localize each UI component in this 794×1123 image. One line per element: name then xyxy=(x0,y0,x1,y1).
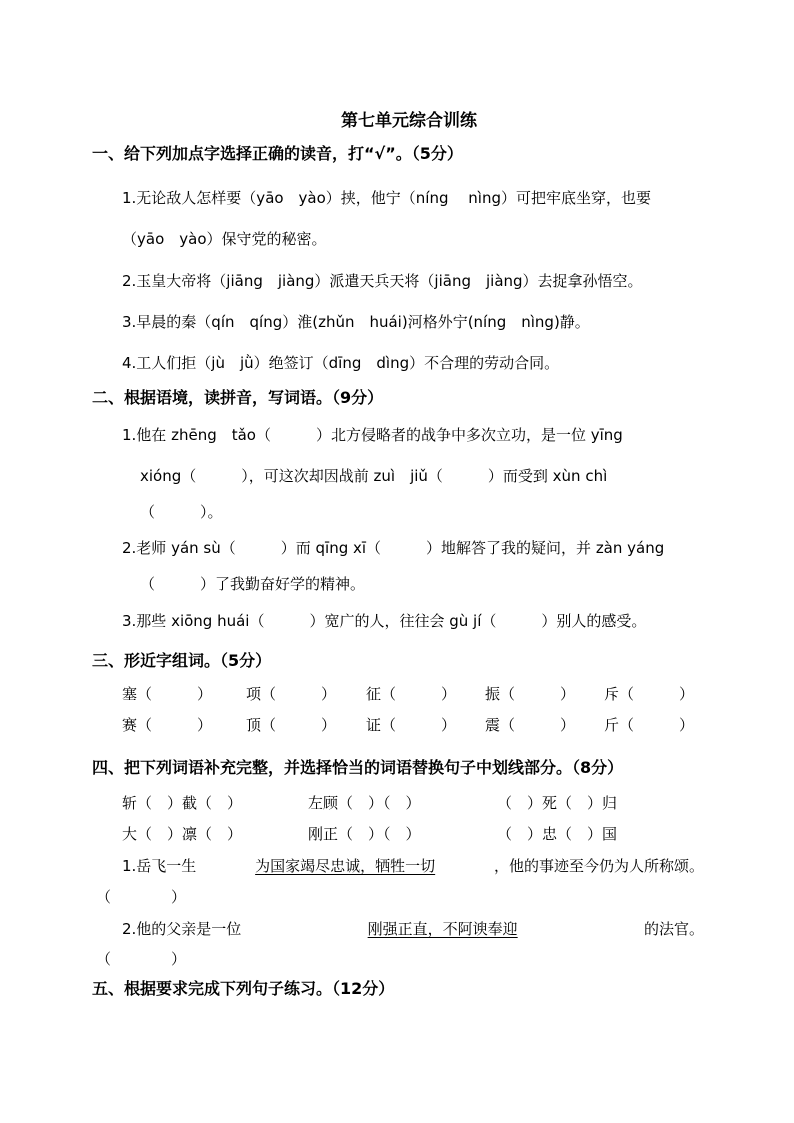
s4-r1-c3: （ ）死（ ）归 xyxy=(497,794,618,812)
s3-r1-c3: 征（ ） xyxy=(366,685,457,703)
s3-r1-c5: 斥（ ） xyxy=(604,685,695,703)
s3-r1-c2: 项（ ） xyxy=(246,685,337,703)
section1-line-5: 4.工人们拒（jù jǜ）绝签订（dīng dìng）不合理的劳动合同。 xyxy=(122,354,560,372)
section2-line-2: xióng（ ），可这次却因战前 zuì jiǔ（ ）而受到 xùn chì xyxy=(140,467,608,485)
section1-heading: 一、给下列加点字选择正确的读音，打“√”。（5分） xyxy=(92,144,463,163)
q1-pre: 1.岳飞一生 xyxy=(122,857,197,875)
section3-heading: 三、形近字组词。（5分） xyxy=(92,651,272,670)
section2-line-6: 3.那些 xiōng huái（ ）宽广的人，往往会 gù jí（ ）别人的感受。 xyxy=(122,612,647,630)
s4-question-1 xyxy=(122,855,704,876)
q1-answer: （ ） xyxy=(96,888,187,906)
q2-post: 的法官。 xyxy=(643,920,704,938)
s3-r2-c5: 斤（ ） xyxy=(604,716,695,734)
section1-line-2: （yāo yào）保守党的秘密。 xyxy=(122,230,327,248)
section2-line-3: （ ）。 xyxy=(140,503,223,521)
s4-r2-c2: 刚正（ ）（ ） xyxy=(308,825,421,843)
q1-underline: 为国家竭尽忠诚，牺牲一切 xyxy=(255,857,436,875)
page-title: 第七单元综合训练 xyxy=(341,111,477,131)
s4-r2-c1: 大（ ）凛（ ） xyxy=(122,825,243,843)
section2-heading: 二、根据语境，读拼音，写词语。（9分） xyxy=(92,388,384,407)
section2-line-1: 1.他在 zhēng tǎo（ ）北方侵略者的战争中多次立功，是一位 yīng xyxy=(122,426,623,444)
s4-r2-c3: （ ）忠（ ）国 xyxy=(497,825,618,843)
section1-line-3: 2.玉皇大帝将（jiāng jiàng）派遣天兵天将（jiāng jiàng）去捉拿孙悟空。 xyxy=(122,272,643,290)
q1-post: ，他的事迹至今仍为人所称颂。 xyxy=(493,857,704,875)
section4-heading: 四、把下列词语补充完整，并选择恰当的词语替换句子中划线部分。（8分） xyxy=(92,758,624,777)
section5-heading: 五、根据要求完成下列句子练习。（12分） xyxy=(92,979,395,998)
s4-r1-c1: 斩（ ）截（ ） xyxy=(122,794,243,812)
s3-r2-c1: 赛（ ） xyxy=(122,716,213,734)
s3-r2-c4: 震（ ） xyxy=(485,716,576,734)
q2-answer: （ ） xyxy=(96,950,187,968)
q2-underline: 刚强正直，不阿谀奉迎 xyxy=(367,920,518,938)
s4-question-2 xyxy=(122,918,704,939)
s3-r2-c2: 顶（ ） xyxy=(246,716,337,734)
section2-line-4: 2.老师 yán sù（ ）而 qīng xī（ ）地解答了我的疑问，并 zàn yáng xyxy=(122,539,665,557)
section1-line-1: 1.无论敌人怎样要（yāo yào）挟，他宁（níng nìng）可把牢底坐穿，也要 xyxy=(122,189,651,207)
s3-r1-c4: 振（ ） xyxy=(485,685,576,703)
s3-r1-c1: 塞（ ） xyxy=(122,685,213,703)
section1-line-4: 3.早晨的秦（qín qíng）淮(zhǔn huái)河格外宁(níng nìng)静。 xyxy=(122,313,590,331)
s4-r1-c2: 左顾（ ）（ ） xyxy=(308,794,421,812)
section2-line-5: （ ）了我勤奋好学的精神。 xyxy=(140,575,366,593)
q2-pre: 2.他的父亲是一位 xyxy=(122,920,242,938)
s3-r2-c3: 证（ ） xyxy=(366,716,457,734)
